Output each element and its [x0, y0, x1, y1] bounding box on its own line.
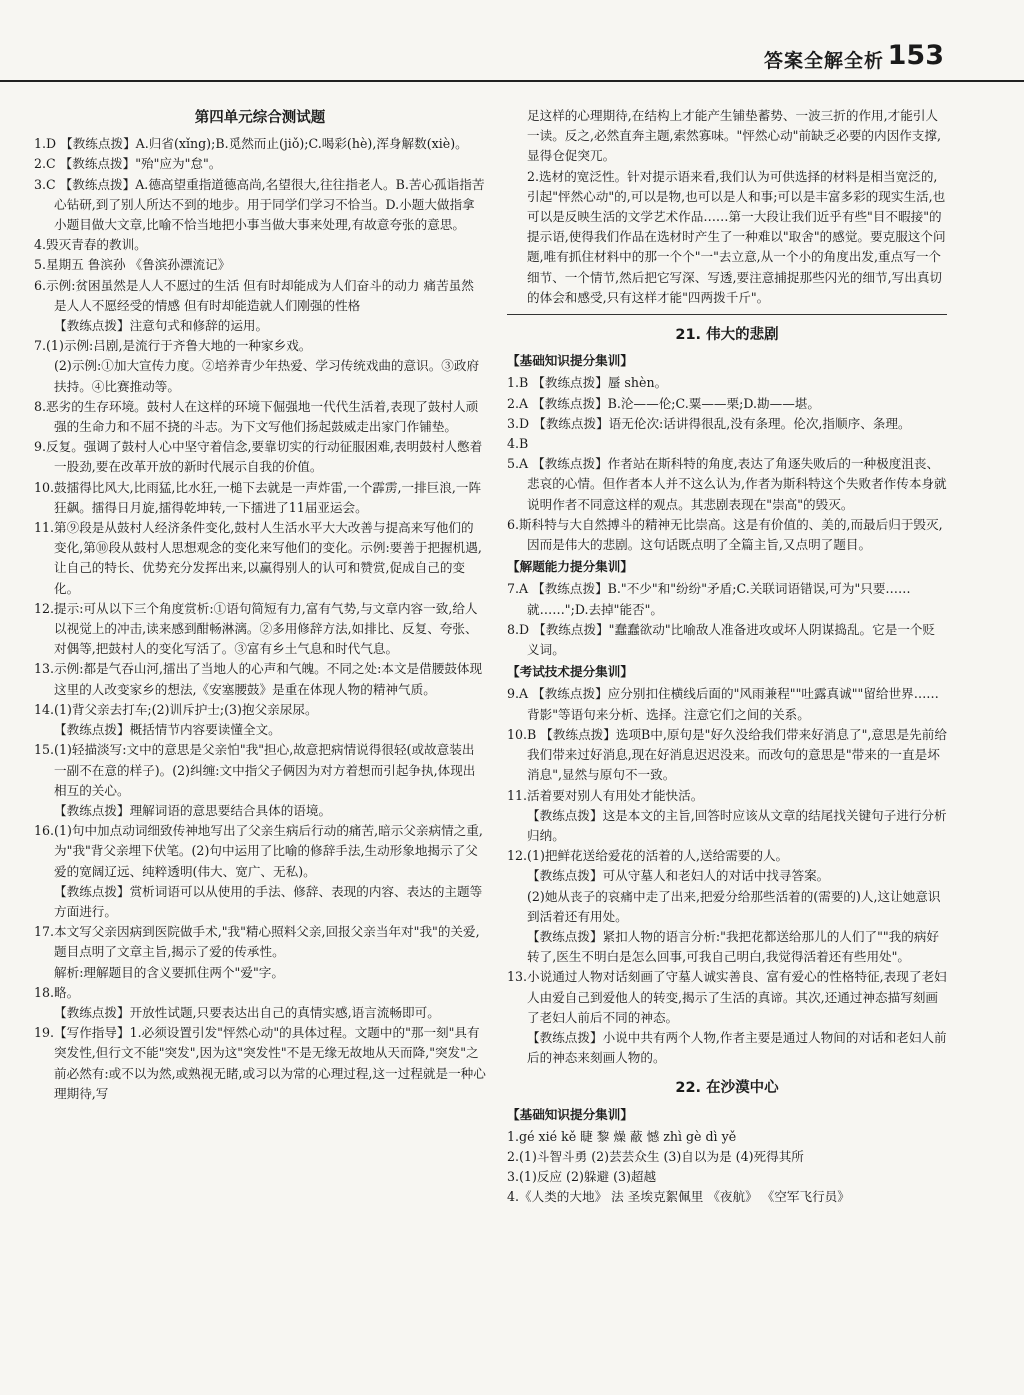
answer-item: 8.恶劣的生存环境。鼓村人在这样的环境下倔强地一代代生活着,表现了鼓村人顽强的生命力和不屈不挠的斗志。为下文写他们扬起鼓威走出家门作铺垫。 — [34, 398, 479, 435]
answer-item: 12.(1)把鲜花送给爱花的活着的人,送给需要的人。 — [507, 848, 789, 864]
answer-note: 【教练点拨】开放性试题,只要表达出自己的真情实感,语言流畅即可。 — [54, 1004, 440, 1020]
page-number: 153 — [887, 40, 944, 71]
answer-item: 7.(1)示例:吕剧,是流行于齐鲁大地的一种家乡戏。 — [34, 338, 312, 354]
page-header — [0, 40, 1024, 80]
answer-item: 1.gé xié kě 睫 黎 燥 蔽 憾 zhì gè dì yě — [507, 1128, 737, 1144]
subsection-heading: 【基础知识提分集训】 — [507, 353, 633, 369]
left-column — [34, 106, 486, 1104]
answer-item: 14.(1)背父亲去打车;(2)训斥护士;(3)抱父亲尿尿。 — [34, 701, 318, 717]
section-divider — [507, 314, 947, 315]
answer-note: 【教练点拨】这是本文的主旨,回答时应该从文章的结尾找关键句子进行分析归纳。 — [527, 807, 947, 843]
answer-item: 2.(1)斗智斗勇 (2)芸芸众生 (3)自以为是 (4)死得其所 — [507, 1148, 804, 1164]
answer-item: 9.A 【教练点拨】应分别扣住横线后面的"风雨兼程""吐露真诚""留给世界……背影"等语句来分析、选择。注意它们之间的关系。 — [507, 686, 939, 722]
answer-item: 9.反复。强调了鼓村人心中坚守着信念,要靠切实的行动征服困难,表明鼓村人憋着一股劲,要在改革开放的新时代展示自我的价值。 — [34, 439, 483, 475]
answer-item: 8.D 【教练点拨】"蠢蠢欲动"比喻敌人准备进攻或坏人阴谋捣乱。它是一个贬义词。 — [507, 621, 936, 658]
answer-note: 【教练点拨】紧扣人物的语言分析:"我把花都送给那儿的人们了""我的病好转了,医生不明白是怎么回事,可我自己明白,我觉得活着还有些用处"。 — [527, 928, 940, 965]
answer-item: 2.A 【教练点拨】B.沦——伦;C.粟——栗;D.勘——堪。 — [507, 395, 820, 411]
answer-item: 16.(1)句中加点动词细致传神地写出了父亲生病后行动的痛苦,暗示父亲病情之重,为"我"背父亲埋下伏笔。(2)句中运用了比喻的修辞手法,生动形象地揭示了父爱的宽阔辽远、纯粹透明(伟大、宽广、无私)。 — [34, 823, 483, 879]
answer-item: 18.略。 — [34, 984, 80, 1000]
answer-item: 1.D 【教练点拨】A.归省(xǐng);B.觅然而止(jiǒ);C.喝彩(hè),浑身解数(xiè)。 — [34, 136, 468, 152]
subsection-heading: 【解题能力提分集训】 — [507, 559, 633, 575]
answer-item: 17.本文写父亲因病到医院做手术,"我"精心照料父亲,回报父亲当年对"我"的关爱,题目点明了文章主旨,揭示了爱的传承性。 — [34, 924, 480, 960]
answer-item: 7.A 【教练点拨】B."不少"和"纷纷"矛盾;C.关联词语错误,可为"只要……就……";D.去掉"能否"。 — [507, 581, 911, 617]
answer-note: 【教练点拨】理解词语的意思要结合具体的语境。 — [54, 802, 332, 818]
answer-item: 12.提示:可从以下三个角度赏析:①语句简短有力,富有气势,与文章内容一致,给人以视觉上的冲击,读来感到酣畅淋漓。②多用修辞方法,如排比、反复、夸张、对偶等,把鼓村人的变化写活了。③富有乡土气息和时代气息。 — [34, 600, 478, 657]
answer-item: 5.A 【教练点拨】作者站在斯科特的角度,表达了角逐失败后的一种极度沮丧、悲哀的心情。但作者本人并不这么认为,作者为斯科特这个失败者作传本身就说明作者不同意这样的观点。其悲剧表现在"崇高"的毁灭。 — [507, 456, 947, 512]
header-rule — [0, 80, 1024, 82]
answer-note: 【教练点拨】概括情节内容要读懂全文。 — [54, 722, 281, 738]
continued-text: 足这样的心理期待,在结构上才能产生铺垫蓄势、一波三折的作用,才能引人一读。反之,必然直奔主题,索然寡味。"怦然心动"前缺乏必要的内因作支撑,显得仓促突兀。 — [527, 108, 942, 164]
answer-item: 3.D 【教练点拨】语无伦次:话讲得很乱,没有条理。伦次,指顺序、条理。 — [507, 415, 911, 431]
answer-note: 解析:理解题目的含义要抓住两个"爱"字。 — [54, 964, 284, 980]
answer-item: 11.第⑨段是从鼓村人经济条件变化,鼓村人生活水平大大改善与提高来写他们的变化,第⑩段从鼓村人思想观念的变化来写他们的变化。示例:要善于把握机遇,让自己的特长、优势充分发挥出来,以赢得别人的认可和赞赏,促成自己的变化。 — [34, 520, 482, 596]
answer-note: 【教练点拨】赏析词语可以从使用的手法、修辞、表现的内容、表达的主题等方面进行。 — [54, 883, 483, 919]
answer-item: 6.示例:贫困虽然是人人不愿过的生活 但有时却能成为人们奋斗的动力 痛苦虽然是人人不愿经受的情感 但有时却能造就人们刚强的性格 — [34, 277, 474, 313]
answer-item: 3.(1)反应 (2)躲避 (3)超越 — [507, 1169, 657, 1185]
right-column — [507, 106, 947, 1208]
answer-item: 5.星期五 鲁滨孙 《鲁滨孙漂流记》 — [34, 257, 231, 273]
answer-item: 10.B 【教练点拨】选项B中,原句是"好久没给我们带来好消息了",意思是先前给我们带来过好消息,现在好消息迟迟没来。而改句的意思是"带来的一直是坏消息",显然与原句不一致。 — [507, 726, 947, 783]
answer-item: 13.小说通过人物对话刻画了守墓人诚实善良、富有爱心的性格特征,表现了老妇人由爱自己到爱他人的转变,揭示了生活的真谛。其次,还通过神态描写刻画了老妇人前后不同的神态。 — [507, 969, 947, 1025]
answer-item: 2.C 【教练点拨】"殆"应为"怠"。 — [34, 156, 222, 172]
answer-item: 13.示例:都是气吞山河,擂出了当地人的心声和气魄。不同之处:本文是借腰鼓体现这里的人改变家乡的想法,《安塞腰鼓》是重在体现人物的精神气质。 — [34, 661, 483, 697]
answer-item: 4.《人类的大地》 法 圣埃克絮佩里 《夜航》 《空军飞行员》 — [507, 1189, 850, 1205]
answer-item: 4.B — [507, 436, 529, 452]
section-title: 第四单元综合测试题 — [194, 110, 326, 126]
answer-item: 1.B 【教练点拨】蜃 shèn。 — [507, 375, 668, 391]
answer-item: 15.(1)轻描淡写:文中的意思是父亲怕"我"担心,故意把病情说得很轻(或故意装出一副不在意的样子)。(2)纠缠:文中指父子俩因为对方着想而引起争执,体现出相互的关心。 — [34, 742, 476, 798]
answer-item: (2)示例:①加大宣传力度。②培养青少年热爱、学习传统戏曲的意识。③政府扶持。④比赛推动等。 — [54, 358, 480, 394]
header-title: 答案全解全析 — [763, 50, 884, 72]
section-title: 22. 在沙漠中心 — [675, 1080, 779, 1097]
section-title: 21. 伟大的悲剧 — [675, 327, 779, 344]
answer-item: 10.鼓擂得比风大,比雨猛,比水狂,一槌下去就是一声炸雷,一个霹雳,一排巨浪,一阵狂飙。擂得日月旋,擂得乾坤转,一下擂进了11届亚运会。 — [34, 479, 482, 515]
continued-text: 2.选材的宽泛性。针对提示语来看,我们认为可供选择的材料是相当宽泛的,引起"怦然心动"的,可以是物,也可以是人和事;可以是丰富多彩的现实生活,也可以是反映生活的文学艺术作品……第一大段让我们近乎有些"目不暇接"的提示语,使得我们作品在选材时产生了一种难以"取舍"的感觉。要克服这个问题,唯有抓住材料中的那一个个"一"去立意,从一个小的角度出发,重点写一个细节、一个情节,然后把它写深、写透,要注意捕捉那些闪光的细节,写出真切的体会和感受,只有这样才能"四两拨千斤"。 — [527, 168, 946, 305]
answer-note: 【教练点拨】注意句式和修辞的运用。 — [54, 318, 269, 334]
answer-note: 【教练点拨】小说中共有两个人物,作者主要是通过人物间的对话和老妇人前后的神态来刻画人物的。 — [527, 1029, 947, 1066]
answer-item: 19.【写作指导】1.必须设置引发"怦然心动"的具体过程。文题中的"那一刻"具有突发性,但行文不能"突发",因为这"突发性"不是无缘无故地从天而降,"突发"之前必然有:或不以为然,或熟视无睹,或习以为常的心理过程,这一过程就是一种心理期待,写 — [34, 1025, 486, 1101]
answer-item: 6.斯科特与大自然搏斗的精神无比崇高。这是有价值的、美的,而最后归于毁灭,因而是伟大的悲剧。这句话既点明了全篇主旨,又点明了题目。 — [507, 516, 943, 553]
answer-item: 3.C 【教练点拨】A.德高望重指道德高尚,名望很大,往往指老人。B.苦心孤诣指苦心钻研,到了别人所达不到的地步。用于同学们学习不恰当。D.小题大做指拿小题目做大文章,比喻不恰当地把小事当做大事来处理,有故意夸张的意思。 — [34, 176, 485, 233]
answer-item: 11.活着要对别人有用处才能快活。 — [507, 787, 704, 803]
answer-note: 【教练点拨】可从守墓人和老妇人的对话中找寻答案。 — [527, 868, 830, 884]
answer-item: (2)她从丧子的哀痛中走了出来,把爱分给那些活着的(需要的)人,这让她意识到活着还有用处。 — [527, 888, 941, 924]
subsection-heading: 【基础知识提分集训】 — [507, 1106, 633, 1122]
subsection-heading: 【考试技术提分集训】 — [507, 664, 633, 680]
answer-item: 4.毁灭青春的教训。 — [34, 237, 147, 253]
